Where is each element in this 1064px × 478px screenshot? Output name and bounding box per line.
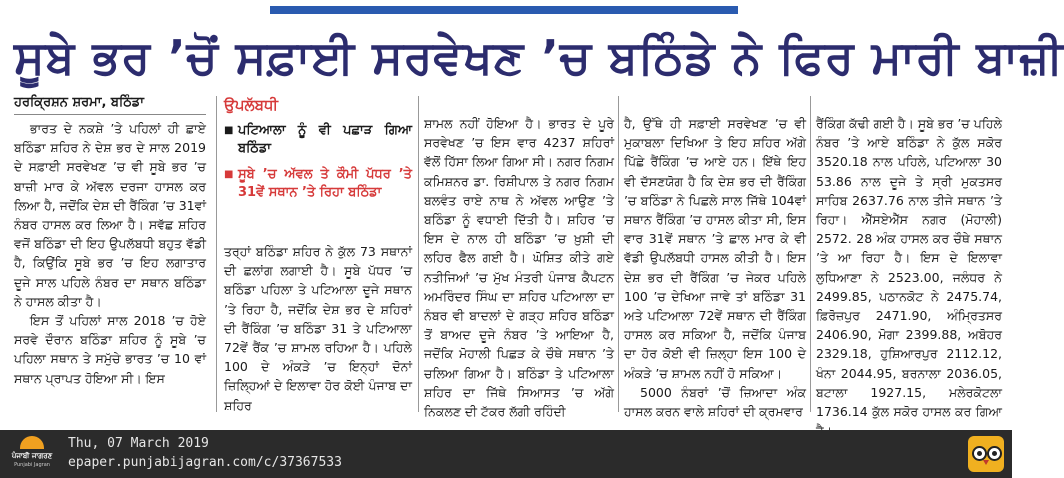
- highlights-box: [224, 94, 412, 242]
- owl-eye-right: [987, 446, 1002, 461]
- col2-paragraph-1: ਤਰ੍ਹਾਂ ਬਠਿੰਡਾ ਸ਼ਹਿਰ ਨੇ ਕੁੱਲ 73 ਸਥਾਨਾਂ ਦੀ ਛਲਾਂਗ ਲਗਾਈ ਹੈ। ਸੂਬੇ ਪੱਧਰ ’ਚ ਬਠਿੰਡਾ ਪਹਿਲਾ ਤੇ ਪਟਿਆਲਾ ਦੂਜੇ ਸਥਾਨ ’ਤੇ ਰਿਹਾ ਹੈ, ਜਦੋਂਕਿ ਦੇਸ਼ ਭਰ ਦੇ ਸ਼ਹਿਰਾਂ ਦੀ ਰੈਂਕਿੰਗ ’ਚ ਬਠਿੰਡਾ 31 ਤੇ ਪਟਿਆਲਾ 72ਵੇਂ ਰੈਂਕ ’ਚ ਸ਼ਾਮਲ ਰਹਿਆ ਹੈ। ਪਹਿਲੇ 100 ਦੇ ਅੰਕੜੇ ’ਚ ਇਨ੍ਹਾਂ ਦੋਨਾਂ ਜ਼ਿਲ੍ਹਿਆਂ ਦੇ ਇਲਾਵਾ ਹੋਰ ਕੋਈ ਪੰਜਾਬ ਦਾ ਸ਼ਹਿਰ: [224, 244, 412, 413]
- epaper-url[interactable]: epaper.punjabijagran.com/c/37367533: [68, 455, 342, 470]
- article-column-5: [816, 114, 1002, 420]
- owl-icon[interactable]: [968, 436, 1004, 472]
- col5-paragraph-1: ਰੈਂਕਿੰਗ ਕੱਢੀ ਗਈ ਹੈ। ਸੂਬੇ ਭਰ ’ਚ ਪਹਿਲੇ ਨੰਬਰ ’ਤੇ ਆਏ ਬਠਿੰਡਾ ਨੇ ਕੁੱਲ ਸਕੋਰ 3520.18 ਨਾਲ ਪਹਿਲੇ, ਪਟਿਆਲਾ 30 53.86 ਨਾਲ ਦੂਜੇ ਤੇ ਸ੍ਰੀ ਮੁਕਤਸਰ ਸਾਹਿਬ 2637.76 ਨਾਲ ਤੀਜੇ ਸਥਾਨ ’ਤੇ ਰਿਹਾ। ਐੱਸਏਐੱਸ ਨਗਰ (ਮੋਹਾਲੀ) 2572. 28 ਅੰਕ ਹਾਸਲ ਕਰ ਚੌਥੇ ਸਥਾਨ ’ਤੇ ਆ ਰਿਹਾ ਹੈ। ਇਸ ਦੇ ਇਲਾਵਾ ਲੁਧਿਆਣਾ ਨੇ 2523.00, ਜਲੰਧਰ ਨੇ 2499.85, ਪਠਾਨਕੋਟ ਨੇ 2475.74, ਫ਼ਿਰੋਜ਼ਪੁਰ 2471.90, ਅੰਮ੍ਰਿਤਸਰ 2406.90, ਮੋਗਾ 2399.88, ਅਬੋਹਰ 2329.18, ਹੁਸ਼ਿਆਰਪੁਰ 2112.12, ਖੰਨਾ 2044.95, ਬਰਨਾਲਾ 2036.05, ਬਟਾਲਾ 1927.15, ਮਲੇਰਕੋਟਲਾ 1736.14 ਕੁੱਲ ਸਕੋਰ ਹਾਸਲ ਕਰ ਗਿਆ: [816, 116, 1002, 420]
- article-column-3: [424, 114, 614, 420]
- logo-sub-text: Punjabi Jagran: [14, 462, 50, 468]
- highlights-title: ਉਪਲੱਬਧੀ: [224, 96, 278, 114]
- column-divider: [810, 96, 811, 412]
- highlights-list: [224, 122, 412, 202]
- owl-eye-left: [972, 446, 987, 461]
- footer-bar: [0, 430, 1012, 478]
- article-column-1: [14, 94, 206, 412]
- col4-paragraph-2: 5000 ਨੰਬਰਾਂ ’ਚੋਂ ਜ਼ਿਆਦਾ ਅੰਕ ਹਾਸਲ ਕਰਨ ਵਾਲੇ ਸ਼ਹਿਰਾਂ ਦੀ ਕ੍ਰਮਵਾਰ: [624, 384, 806, 420]
- article-column-2: [224, 94, 412, 412]
- owl-beak: [983, 460, 989, 465]
- publication-date: Thu, 07 March 2019: [68, 436, 209, 451]
- top-accent-bar: [270, 6, 738, 14]
- column-divider: [216, 96, 217, 412]
- col1-paragraph-1: ਭਾਰਤ ਦੇ ਨਕਸ਼ੇ ’ਤੇ ਪਹਿਲਾਂ ਹੀ ਛਾਏ ਬਠਿੰਡਾ ਸ਼ਹਿਰ ਨੇ ਦੇਸ਼ ਭਰ ਦੇ ਸਾਲ 2019 ਦੇ ਸਫ਼ਾਈ ਸਰਵੇਖਣ ’ਚ ਵੀ ਸੂਬੇ ਭਰ ’ਚ ਬਾਜ਼ੀ ਮਾਰ ਕੇ ਅੱਵਲ ਦਰਜਾ ਹਾਸਲ ਕਰ ਲਿਆ ਹੈ, ਜਦੋਂਕਿ ਦੇਸ਼ ਦੀ ਰੈਂਕਿੰਗ ’ਚ 31ਵਾਂ ਨੰਬਰ ਹਾਸਲ ਕਰ ਲਿਆ ਹੈ। ਸਵੱਛ ਸ਼ਹਿਰ ਵਜੋਂ ਬਠਿੰਡਾ ਦੀ ਇਹ ਉਪਲੱਬਧੀ ਬਹੁਤ ਵੱਡੀ ਹੈ, ਕਿਉਂਕਿ ਸੂਬੇ ਭਰ ’ਚ ਇਹ ਲਗਾਤਾਰ ਦੂਜੇ ਸਾਲ ਪਹਿਲੇ ਨੰਬਰ ਦਾ ਸਥਾਨ ਬਠਿੰਡਾ ਨੇ ਹਾਸਲ ਕੀਤਾ ਹੈ।: [14, 121, 206, 309]
- logo-sun-shape: [20, 436, 44, 449]
- col4-paragraph-1: ਹੈ, ਉੱਥੇ ਹੀ ਸਫ਼ਾਈ ਸਰਵੇਖਣ ’ਚ ਵੀ ਮੁਕਾਬਲਾ ਦਿਖਿਆ ਤੇ ਇਹ ਸ਼ਹਿਰ ਅੱਗੇ ਪਿੱਛੇ ਰੈਂਕਿੰਗ ’ਚ ਆਏ ਹਨ। ਇੱਥੇ ਇਹ ਵੀ ਦੱਸਣਯੋਗ ਹੈ ਕਿ ਦੇਸ਼ ਭਰ ਦੀ ਰੈਂਕਿੰਗ ’ਚ ਬਠਿੰਡਾ ਨੇ ਪਿਛਲੇ ਸਾਲ ਜਿੱਥੇ 104ਵਾਂ ਸਥਾਨ ਰੈਂਕਿੰਗ ’ਚ ਹਾਸਲ ਕੀਤਾ ਸੀ, ਇਸ ਵਾਰ 31ਵੇਂ ਸਥਾਨ ’ਤੇ ਛਾਲ ਮਾਰ ਕੇ ਵੀ ਵੱਡੀ ਉਪਲੱਬਧੀ ਹਾਸਲ ਕੀਤੀ ਹੈ। ਇਸ ਦੇਸ਼ ਭਰ ਦੀ ਰੈਂਕਿੰਗ ’ਚ ਜੇਕਰ ਪਹਿਲੇ 100 ’ਚ ਦੇਖਿਆ ਜਾਵੇ ਤਾਂ ਬਠਿੰਡਾ 31 ਅਤੇ ਪਟਿਆਲਾ 72ਵੇਂ ਸਥਾਨ ਦੀ ਰੈਂਕਿੰਗ ਹਾਸਲ ਕਰ ਸਕਿਆ ਹੈ, ਜਦੋਂਕਿ ਪੰਜਾਬ ਦਾ ਹੋਰ ਕੋਈ ਵੀ ਜ਼ਿਲ੍ਹਾ ਇਸ 100 ਦੇ ਅੰਕੜੇ ’ਚ ਸ਼ਾਮਲ ਨਹੀਂ ਹੋ ਸਕਿਆ।: [624, 116, 806, 381]
- logo-brand-text: ਪੰਜਾਬੀ ਜਾਗਰਣ: [11, 452, 53, 460]
- byline: ਹਰਕ੍ਰਿਸ਼ਨ ਸ਼ਰਮਾ, ਬਠਿੰਡਾ: [14, 95, 144, 110]
- byline-divider: [14, 114, 206, 115]
- sun-logo-icon[interactable]: [8, 436, 56, 472]
- headline: ਸੂਬੇ ਭਰ ’ਚੋਂ ਸਫ਼ਾਈ ਸਰਵੇਖਣ ’ਚ ਬਠਿੰਡੇ ਨੇ ਫਿਰ ਮਾਰੀ ਬਾਜ਼ੀ: [14, 30, 1064, 84]
- col1-paragraph-2: ਇਸ ਤੋਂ ਪਹਿਲਾਂ ਸਾਲ 2018 ’ਚ ਹੋਏ ਸਰਵੇ ਦੌਰਾਨ ਬਠਿੰਡਾ ਸ਼ਹਿਰ ਨੂੰ ਸੂਬੇ ’ਚ ਪਹਿਲਾ ਸਥਾਨ ਤੇ ਸਮੁੱਚੇ ਭਾਰਤ ’ਚ 10 ਵਾਂ ਸਥਾਨ ਪ੍ਰਾਪਤ ਹੋਇਆ ਸੀ। ਇਸ: [14, 313, 206, 386]
- highlight-item-1: ■ ਪਟਿਆਲਾ ਨੂੰ ਵੀ ਪਛਾੜ ਗਿਆ ਬਠਿੰਡਾ: [224, 122, 412, 158]
- highlight-item-2: ■ ਸੂਬੇ ’ਚ ਅੱਵਲ ਤੇ ਕੌਮੀ ਪੱਧਰ ’ਤੇ 31ਵੇਂ ਸਥਾਨ ’ਤੇ ਰਿਹਾ ਬਠਿੰਡਾ: [224, 166, 412, 202]
- article-column-4: [624, 114, 806, 420]
- col3-paragraph-1: ਸ਼ਾਮਲ ਨਹੀਂ ਹੋਇਆ ਹੈ। ਭਾਰਤ ਦੇ ਪੂਰੇ ਸਰਵੇਖਣ ’ਚ ਇਸ ਵਾਰ 4237 ਸ਼ਹਿਰਾਂ ਵੱਲੋਂ ਹਿੱਸਾ ਲਿਆ ਗਿਆ ਸੀ। ਨਗਰ ਨਿਗਮ ਕਮਿਸ਼ਨਰ ਡਾ. ਰਿਸ਼ੀਪਾਲ ਤੇ ਨਗਰ ਨਿਗਮ ਬਲਵੰਤ ਰਾਏ ਨਾਥ ਨੇ ਅੱਵਲ ਆਉਣ ’ਤੇ ਬਠਿੰਡਾ ਨੂੰ ਵਧਾਈ ਦਿੱਤੀ ਹੈ। ਸ਼ਹਿਰ ’ਚ ਇਸ ਦੇ ਨਾਲ ਹੀ ਬਠਿੰਡਾ ’ਚ ਖ਼ੁਸ਼ੀ ਦੀ ਲਹਿਰ ਫੈਲ ਗਈ ਹੈ। ਘੋਸ਼ਿਤ ਕੀਤੇ ਗਏ ਨਤੀਜਿਆਂ ’ਚ ਮੁੱਖ ਮੰਤਰੀ ਪੰਜਾਬ ਕੈਪਟਨ ਅਮਰਿੰਦਰ ਸਿੰਘ ਦਾ ਸ਼ਹਿਰ ਪਟਿਆਲਾ ਦਾ ਨੰਬਰ ਵੀ ਬਾਦਲਾਂ ਦੇ ਗੜ੍ਹ ਸ਼ਹਿਰ ਬਠਿੰਡਾ ਤੋਂ ਬਾਅਦ ਦੂਜੇ ਨੰਬਰ ’ਤੇ ਆਇਆ ਹੈ, ਜਦੋਂਕਿ ਮੋਹਾਲੀ ਪਿਛੜ ਕੇ ਚੌਥੇ ਸਥਾਨ ’ਤੇ ਚਲਿਆ ਗਿਆ ਹੈ। ਬਠਿੰਡਾ ਤੇ ਪਟਿਆਲਾ ਸ਼ਹਿਰ ਦਾ ਜਿੱਥੇ ਸਿਆਸਤ ’ਚ ਅੱਗੇ ਨਿਕਲਣ ਦੀ ਟੱਕਰ ਲੱਗੀ ਰਹਿੰਦੀ: [424, 116, 614, 420]
- column-divider: [618, 96, 619, 412]
- column-divider: [418, 96, 419, 412]
